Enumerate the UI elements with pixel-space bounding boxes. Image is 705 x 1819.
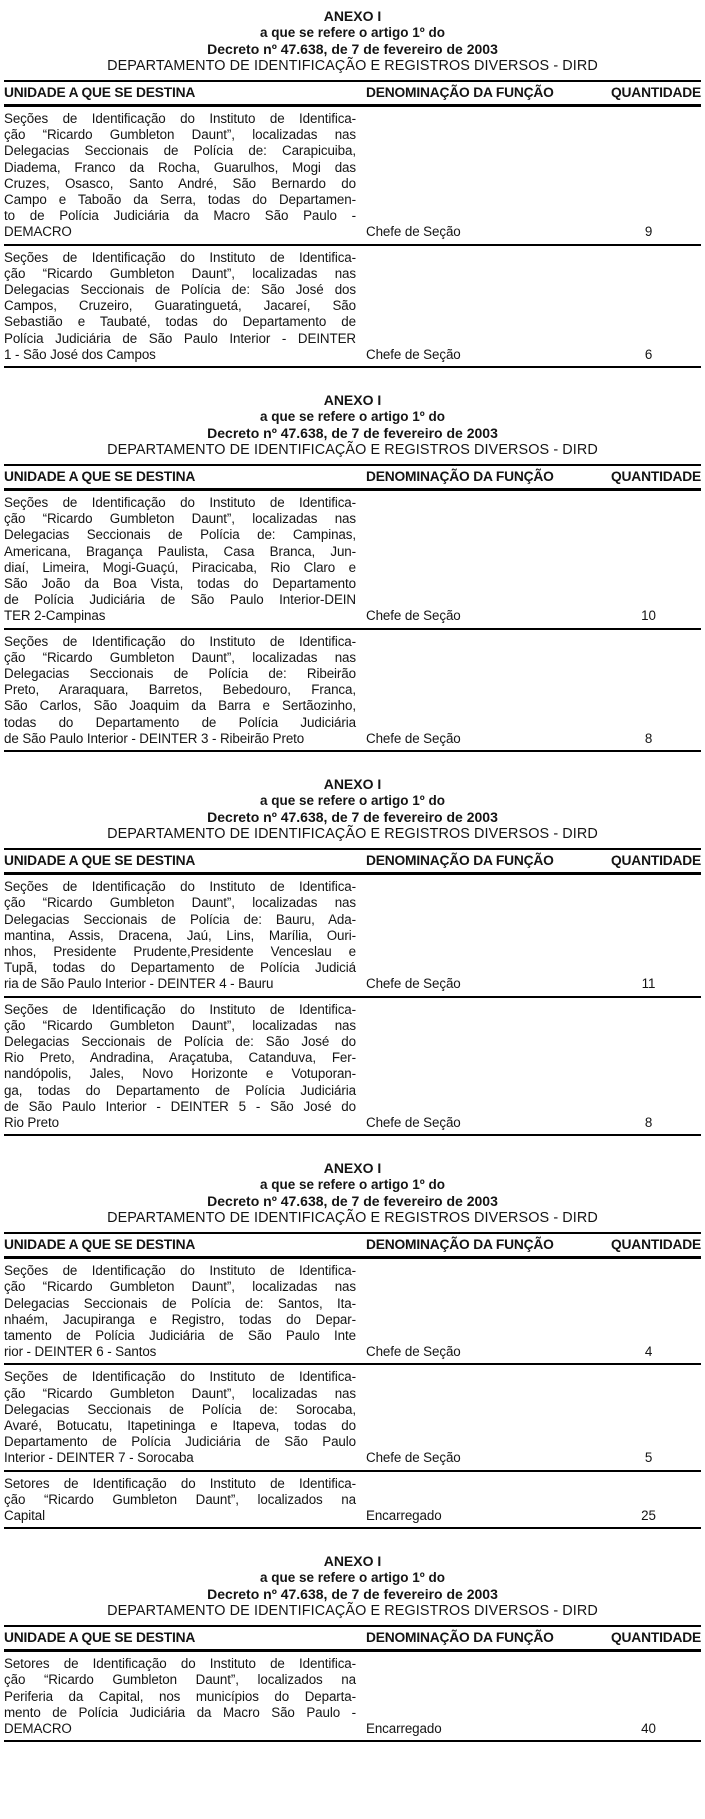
table-body	[4, 875, 701, 1136]
unit-text-line: Setores de Identificação do Instituto de Identifica-	[4, 1656, 356, 1672]
quantity-cell: 40	[641, 1721, 656, 1736]
function-cell: Chefe de Seção	[366, 608, 461, 624]
unit-text-line: Delegacias Seccionais de Polícia de: Ribeirão	[4, 666, 356, 682]
anexo-subtitle: a que se refere o artigo 1º do	[260, 793, 445, 809]
section-header	[4, 8, 701, 75]
unit-text-line: ção “Ricardo Gumbleton Daunt”, localizados na	[4, 1491, 356, 1507]
section-header	[4, 776, 701, 843]
unit-cell	[4, 1263, 356, 1360]
unit-cell	[4, 250, 356, 363]
function-cell: Chefe de Seção	[366, 224, 461, 240]
unit-cell	[4, 634, 356, 747]
anexo-section	[4, 8, 701, 368]
unit-cell	[4, 1656, 356, 1737]
unit-text-line: ria de São Paulo Interior - DEINTER 4 - Bauru	[4, 976, 274, 992]
unit-text-line: Rio Preto, Andradina, Araçatuba, Catanduva, Fer-	[4, 1050, 356, 1066]
unit-cell	[4, 879, 356, 992]
unit-text-line: São João da Boa Vista, todas do Departamento	[4, 576, 356, 592]
unit-text-line: ção “Ricardo Gumbleton Daunt”, localizadas nas	[4, 265, 356, 281]
col-header-unit: UNIDADE A QUE SE DESTINA	[4, 85, 196, 100]
unit-text-line: rior - DEINTER 6 - Santos	[4, 1344, 157, 1360]
anexo-title: ANEXO I	[323, 392, 382, 409]
unit-cell	[4, 495, 356, 625]
unit-text-line: São Carlos, São Joaquim da Barra e Sertãozinho,	[4, 698, 356, 714]
unit-text-line: Seções de Identificação do Instituto de Identifica-	[4, 495, 356, 511]
quantity-cell: 5	[644, 1450, 653, 1466]
unit-text-line: Campos, Cruzeiro, Guaratinguetá, Jacareí, São	[4, 298, 356, 314]
col-header-unit: UNIDADE A QUE SE DESTINA	[4, 853, 196, 869]
unit-text-line: ção “Ricardo Gumbleton Daunt”, localizadas nas	[4, 1279, 356, 1295]
unit-text-line: mantina, Assis, Dracena, Jaú, Lins, Marília, Ouri-	[4, 927, 356, 943]
table-body	[4, 1259, 701, 1529]
unit-text-line: Seções de Identificação do Instituto de Identifica-	[4, 1001, 356, 1017]
unit-text-line: mento de Polícia Judiciária da Macro São Paulo -	[4, 1704, 356, 1720]
anexo-title: ANEXO I	[323, 1553, 382, 1570]
department-line: DEPARTAMENTO DE IDENTIFICAÇÃO E REGISTROS DIVERSOS - DIRD	[107, 442, 598, 459]
anexo-section	[4, 392, 701, 752]
unit-text-line: nhos, Presidente Prudente,Presidente Venceslau e	[4, 943, 356, 959]
unit-text-line: Delegacias Seccionais de Polícia de: Santos, Ita-	[4, 1295, 356, 1311]
anexo-subtitle: a que se refere o artigo 1º do	[260, 409, 445, 425]
function-cell: Encarregado	[366, 1507, 442, 1523]
unit-text-line: Seções de Identificação do Instituto de Identifica-	[4, 633, 356, 649]
unit-text-line: ção “Ricardo Gumbleton Daunt”, localizados na	[4, 1672, 356, 1688]
anexo-subtitle: a que se refere o artigo 1º do	[260, 1177, 445, 1193]
anexo-subtitle: a que se refere o artigo 1º do	[260, 25, 445, 40]
table-header	[4, 80, 701, 107]
function-cell: Chefe de Seção	[366, 346, 461, 362]
col-header-function: DENOMINAÇÃO DA FUNÇÃO	[366, 1630, 554, 1646]
decree-line: Decreto nº 47.638, de 7 de fevereiro de 2003	[207, 1193, 498, 1210]
unit-text-line: Setores de Identificação do Instituto de Identifica-	[4, 1475, 356, 1491]
unit-text-line: DEMACRO	[4, 1721, 72, 1736]
unit-text-line: todas do Departamento de Polícia Judiciária	[4, 714, 356, 730]
unit-text-line: Seções de Identificação do Instituto de Identifica-	[4, 1263, 356, 1279]
section-header	[4, 1160, 701, 1227]
anexo-title: ANEXO I	[323, 8, 382, 24]
function-cell: Chefe de Seção	[366, 1450, 461, 1466]
table-header	[4, 1625, 701, 1652]
function-cell: Chefe de Seção	[366, 1344, 461, 1360]
unit-cell	[4, 1369, 356, 1466]
anexo-section	[4, 1160, 701, 1529]
table-row	[4, 630, 701, 752]
unit-text-line: Periferia da Capital, nos municípios do Departa-	[4, 1688, 356, 1704]
unit-text-line: nhaém, Jacupiranga e Registro, todas do Depar-	[4, 1311, 356, 1327]
quantity-cell: 11	[641, 976, 656, 992]
function-cell: Chefe de Seção	[366, 1114, 461, 1130]
unit-cell	[4, 111, 356, 241]
unit-cell	[4, 1476, 356, 1525]
unit-text-line: Rio Preto	[4, 1114, 59, 1130]
unit-text-line: ção “Ricardo Gumbleton Daunt”, localizadas nas	[4, 511, 356, 527]
table-row	[4, 107, 701, 246]
anexo-title: ANEXO I	[323, 776, 382, 793]
decree-line: Decreto nº 47.638, de 7 de fevereiro de 2003	[207, 425, 498, 442]
table-body	[4, 1652, 701, 1742]
unit-text-line: to de Polícia Judiciária da Macro São Paulo -	[4, 208, 356, 224]
unit-text-line: Campo e Taboão da Serra, todas do Departamen-	[4, 192, 356, 208]
decree-line: Decreto nº 47.638, de 7 de fevereiro de 2003	[207, 809, 498, 826]
department-line: DEPARTAMENTO DE IDENTIFICAÇÃO E REGISTROS DIVERSOS - DIRD	[107, 1210, 598, 1227]
unit-text-line: 1 - São José dos Campos	[4, 346, 156, 362]
anexo-subtitle: a que se refere o artigo 1º do	[260, 1570, 445, 1586]
col-header-quantity: QUANTIDADE	[611, 469, 701, 485]
decree-line: Decreto nº 47.638, de 7 de fevereiro de 2003	[207, 41, 498, 57]
unit-text-line: ção “Ricardo Gumbleton Daunt”, localizadas nas	[4, 895, 356, 911]
section-header	[4, 392, 701, 459]
quantity-cell: 4	[644, 1344, 653, 1360]
department-line: DEPARTAMENTO DE IDENTIFICAÇÃO E REGISTROS DIVERSOS - DIRD	[107, 58, 598, 74]
unit-text-line: Delegacias Seccionais de Polícia de: São José dos	[4, 282, 356, 298]
col-header-quantity: QUANTIDADE	[611, 1237, 701, 1253]
unit-text-line: Seções de Identificação do Instituto de Identifica-	[4, 1369, 356, 1385]
table-row	[4, 1472, 701, 1530]
quantity-cell: 9	[644, 224, 653, 240]
unit-text-line: Avaré, Botucatu, Itapetininga e Itapeva, todas do	[4, 1417, 356, 1433]
anexo-title: ANEXO I	[323, 1160, 382, 1177]
unit-text-line: Delegacias Seccionais de Polícia de: Carapicuiba,	[4, 143, 356, 159]
unit-text-line: Departamento de Polícia Judiciária de São Paulo	[4, 1434, 356, 1450]
table-body	[4, 107, 701, 368]
quantity-cell: 8	[644, 730, 653, 746]
col-header-function: DENOMINAÇÃO DA FUNÇÃO	[366, 85, 554, 100]
unit-text-line: tamento de Polícia Judiciária de São Paulo Inte	[4, 1327, 356, 1343]
unit-text-line: Interior - DEINTER 7 - Sorocaba	[4, 1450, 194, 1466]
table-body	[4, 491, 701, 752]
anexo-section	[4, 1553, 701, 1742]
unit-text-line: Tupã, todas do Departamento de Polícia Judiciá	[4, 960, 356, 976]
function-cell: Chefe de Seção	[366, 730, 461, 746]
quantity-cell: 10	[641, 608, 656, 624]
col-header-unit: UNIDADE A QUE SE DESTINA	[4, 1630, 196, 1646]
col-header-quantity: QUANTIDADE	[611, 853, 701, 869]
col-header-unit: UNIDADE A QUE SE DESTINA	[4, 469, 196, 485]
unit-text-line: ção “Ricardo Gumbleton Daunt”, localizadas nas	[4, 649, 356, 665]
unit-text-line: Americana, Bragança Paulista, Casa Branca, Jun-	[4, 543, 356, 559]
unit-text-line: TER 2-Campinas	[4, 608, 106, 624]
table-header	[4, 848, 701, 875]
table-row	[4, 1259, 701, 1365]
unit-text-line: Preto, Araraquara, Barretos, Bebedouro, Franca,	[4, 682, 356, 698]
unit-text-line: ção “Ricardo Gumbleton Daunt”, localizadas nas	[4, 1017, 356, 1033]
unit-text-line: de Polícia Judiciária de São Paulo Interior-DEIN	[4, 592, 356, 608]
unit-text-line: Seções de Identificação do Instituto de Identifica-	[4, 249, 356, 265]
unit-text-line: Polícia Judiciária de São Paulo Interior - DEINTER	[4, 330, 356, 346]
quantity-cell: 6	[644, 346, 653, 362]
department-line: DEPARTAMENTO DE IDENTIFICAÇÃO E REGISTROS DIVERSOS - DIRD	[107, 1603, 598, 1620]
table-row	[4, 246, 701, 368]
unit-text-line: Delegacias Seccionais de Polícia de: Sorocaba,	[4, 1401, 356, 1417]
unit-text-line: diaí, Limeira, Mogi-Guaçú, Piracicaba, Rio Claro e	[4, 559, 356, 575]
function-cell: Chefe de Seção	[366, 976, 461, 992]
table-row	[4, 491, 701, 630]
unit-text-line: Capital	[4, 1507, 45, 1523]
unit-text-line: de São Paulo Interior - DEINTER 3 - Ribeirão Preto	[4, 730, 305, 746]
anexo-section	[4, 776, 701, 1136]
unit-text-line: Seções de Identificação do Instituto de Identifica-	[4, 111, 356, 126]
unit-text-line: Cruzes, Osasco, Santo André, São Bernardo do	[4, 175, 356, 191]
department-line: DEPARTAMENTO DE IDENTIFICAÇÃO E REGISTROS DIVERSOS - DIRD	[107, 826, 598, 843]
unit-text-line: DEMACRO	[4, 224, 72, 240]
table-row	[4, 1365, 701, 1471]
table-row	[4, 1652, 701, 1742]
unit-text-line: Delegacias Seccionais de Polícia de: Campinas,	[4, 527, 356, 543]
col-header-function: DENOMINAÇÃO DA FUNÇÃO	[366, 1237, 554, 1253]
col-header-unit: UNIDADE A QUE SE DESTINA	[4, 1237, 196, 1253]
table-row	[4, 998, 701, 1137]
col-header-quantity: QUANTIDADE	[611, 85, 701, 100]
function-cell: Encarregado	[366, 1721, 442, 1736]
quantity-cell: 8	[644, 1114, 653, 1130]
unit-text-line: ção “Ricardo Gumbleton Daunt”, localizadas nas	[4, 1385, 356, 1401]
unit-text-line: Sebastião e Taubaté, todas do Departamento de	[4, 314, 356, 330]
unit-text-line: Delegacias Seccionais de Polícia de: São José do	[4, 1033, 356, 1049]
unit-text-line: nandópolis, Jales, Novo Horizonte e Votuporan-	[4, 1066, 356, 1082]
unit-text-line: Seções de Identificação do Instituto de Identifica-	[4, 879, 356, 895]
decree-line: Decreto nº 47.638, de 7 de fevereiro de 2003	[207, 1586, 498, 1603]
unit-text-line: ção “Ricardo Gumbleton Daunt”, localizadas nas	[4, 127, 356, 143]
col-header-function: DENOMINAÇÃO DA FUNÇÃO	[366, 853, 554, 869]
unit-cell	[4, 1002, 356, 1132]
table-header	[4, 464, 701, 491]
col-header-function: DENOMINAÇÃO DA FUNÇÃO	[366, 469, 554, 485]
unit-text-line: ga, todas do Departamento de Polícia Judiciária	[4, 1082, 356, 1098]
table-header	[4, 1232, 701, 1259]
quantity-cell: 25	[641, 1507, 656, 1523]
table-row	[4, 875, 701, 997]
section-header	[4, 1553, 701, 1620]
col-header-quantity: QUANTIDADE	[611, 1630, 701, 1646]
unit-text-line: de São Paulo Interior - DEINTER 5 - São José do	[4, 1098, 356, 1114]
unit-text-line: Delegacias Seccionais de Polícia de: Bauru, Ada-	[4, 911, 356, 927]
unit-text-line: Diadema, Franco da Rocha, Guarulhos, Mogi das	[4, 159, 356, 175]
